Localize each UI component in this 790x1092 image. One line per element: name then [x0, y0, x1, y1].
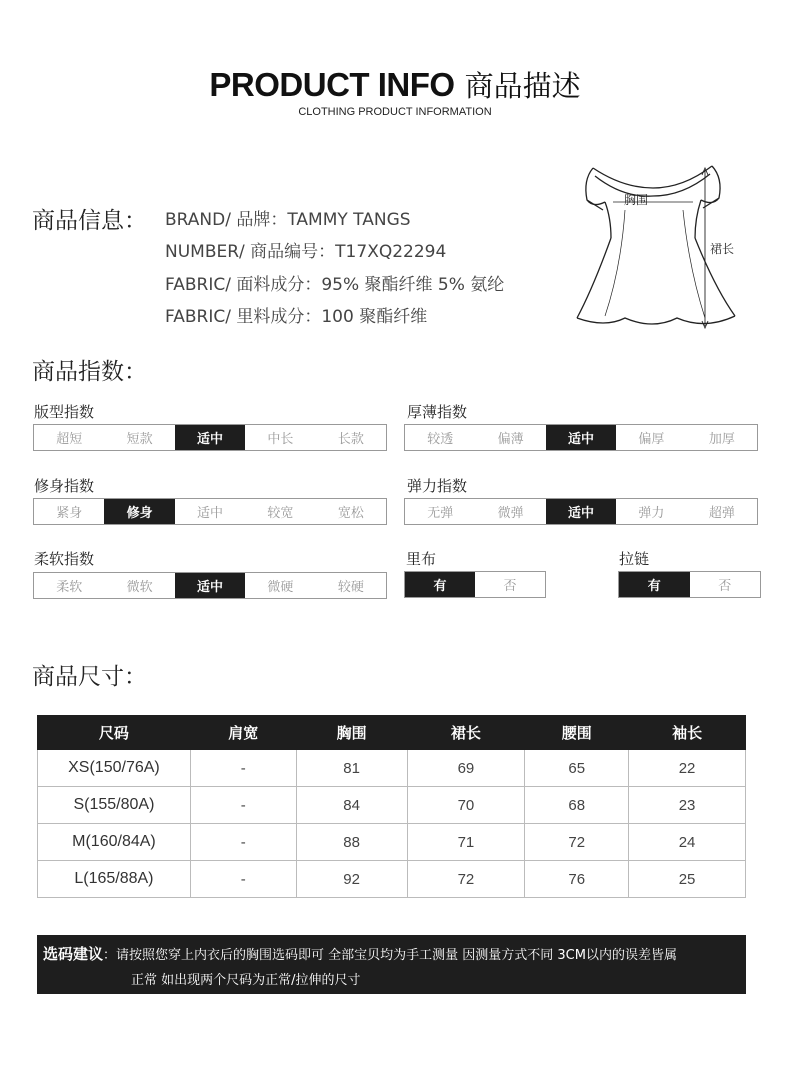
index-option-selected: 适中	[546, 499, 616, 524]
index-option: 微软	[126, 580, 153, 595]
index-bar-softness	[33, 572, 387, 599]
cell-size: S(155/80A)	[38, 787, 191, 824]
index-bar-lining	[404, 571, 546, 598]
index-option: 中长	[267, 432, 294, 447]
index-bar-fit	[33, 498, 387, 525]
advice-head: 选码建议	[43, 945, 104, 963]
advice-text-1: ：请按照您穿上内衣后的胸围选码即可 全部宝贝均为手工测量 因测量方式不同 3CM以内的误差皆属	[103, 948, 677, 963]
index-option-selected: 适中	[546, 425, 616, 450]
index-option: 较宽	[267, 506, 294, 521]
index-option: 否	[503, 579, 517, 594]
index-option: 超短	[56, 432, 83, 447]
header-length: 裙长	[407, 716, 525, 750]
header-sleeve: 袖长	[629, 716, 746, 750]
title-en: PRODUCT INFO	[209, 66, 455, 103]
cell-waist: 65	[525, 750, 629, 787]
index-option: 偏薄	[497, 432, 524, 447]
header-waist: 腰围	[525, 716, 629, 750]
index-option: 超弹	[708, 506, 735, 521]
cell-length: 72	[407, 861, 525, 898]
index-label-elasticity: 弹力指数	[407, 477, 468, 495]
cell-chest: 84	[296, 787, 407, 824]
cell-size: L(165/88A)	[38, 861, 191, 898]
length-label: 裙长	[710, 242, 735, 256]
index-label-thickness: 厚薄指数	[407, 403, 468, 421]
index-bar-elasticity	[404, 498, 758, 525]
cell-length: 70	[407, 787, 525, 824]
advice-line-1	[43, 942, 740, 968]
page-title	[0, 64, 790, 105]
header-shoulder: 肩宽	[190, 716, 296, 750]
indices-section-label: 商品指数：	[32, 359, 147, 385]
cell-sleeve: 23	[629, 787, 746, 824]
cell-waist: 72	[525, 824, 629, 861]
size-section-label: 商品尺寸：	[32, 664, 147, 690]
index-option-selected: 适中	[175, 425, 245, 450]
index-option: 微弹	[497, 506, 524, 521]
cell-sleeve: 22	[629, 750, 746, 787]
index-option: 否	[718, 579, 732, 594]
index-option: 宽松	[337, 506, 364, 521]
info-number: NUMBER/ 商品编号：T17XQ22294	[165, 242, 447, 262]
cell-shoulder: -	[190, 861, 296, 898]
index-option: 长款	[337, 432, 364, 447]
index-label-fit: 修身指数	[34, 477, 95, 495]
page-subtitle: CLOTHING PRODUCT INFORMATION	[298, 106, 492, 118]
index-option: 较透	[427, 432, 454, 447]
index-label-zipper: 拉链	[619, 550, 650, 568]
index-label-lining: 里布	[406, 550, 437, 568]
index-label-softness: 柔软指数	[34, 550, 95, 568]
cell-waist: 68	[525, 787, 629, 824]
info-brand: BRAND/ 品牌：TAMMY TANGS	[165, 210, 411, 230]
info-lining: FABRIC/ 里料成分：100 聚酯纤维	[165, 307, 428, 327]
cell-waist: 76	[525, 861, 629, 898]
cell-shoulder: -	[190, 750, 296, 787]
index-option: 偏厚	[638, 432, 665, 447]
chest-label: 胸围	[624, 193, 649, 207]
index-option: 适中	[197, 506, 224, 521]
cell-sleeve: 24	[629, 824, 746, 861]
cell-chest: 81	[296, 750, 407, 787]
index-option-selected: 有	[619, 572, 690, 597]
table-row	[38, 750, 746, 787]
cell-chest: 92	[296, 861, 407, 898]
cell-shoulder: -	[190, 824, 296, 861]
size-table	[37, 715, 746, 898]
index-option: 弹力	[638, 506, 665, 521]
index-option: 微硬	[267, 580, 294, 595]
index-option: 柔软	[56, 580, 83, 595]
title-cn: 商品描述	[464, 69, 581, 103]
table-row	[38, 861, 746, 898]
index-option-selected: 有	[405, 572, 475, 597]
cell-size: XS(150/76A)	[38, 750, 191, 787]
index-option: 较硬	[337, 580, 364, 595]
index-option-selected: 适中	[175, 573, 245, 598]
cell-size: M(160/84A)	[38, 824, 191, 861]
header-chest: 胸围	[296, 716, 407, 750]
cell-length: 71	[407, 824, 525, 861]
index-option-selected: 修身	[104, 499, 174, 524]
cell-length: 69	[407, 750, 525, 787]
index-option: 加厚	[708, 432, 735, 447]
info-section-label: 商品信息：	[32, 208, 147, 234]
index-bar-thickness	[404, 424, 758, 451]
index-label-style: 版型指数	[34, 403, 95, 421]
index-option: 紧身	[56, 506, 83, 521]
index-bar-style	[33, 424, 387, 451]
table-row	[38, 824, 746, 861]
size-table-header	[38, 716, 746, 750]
cell-shoulder: -	[190, 787, 296, 824]
index-bar-zipper	[618, 571, 761, 598]
table-row	[38, 787, 746, 824]
size-advice-box	[37, 935, 746, 994]
header-size: 尺码	[38, 716, 191, 750]
index-option: 短款	[126, 432, 153, 447]
index-option: 无弹	[427, 506, 454, 521]
cell-sleeve: 25	[629, 861, 746, 898]
cell-chest: 88	[296, 824, 407, 861]
advice-text-2: 正常 如出现两个尺码为正常/拉伸的尺寸	[131, 973, 361, 988]
info-fabric: FABRIC/ 面料成分：95% 聚酯纤维 5% 氨纶	[165, 275, 505, 295]
